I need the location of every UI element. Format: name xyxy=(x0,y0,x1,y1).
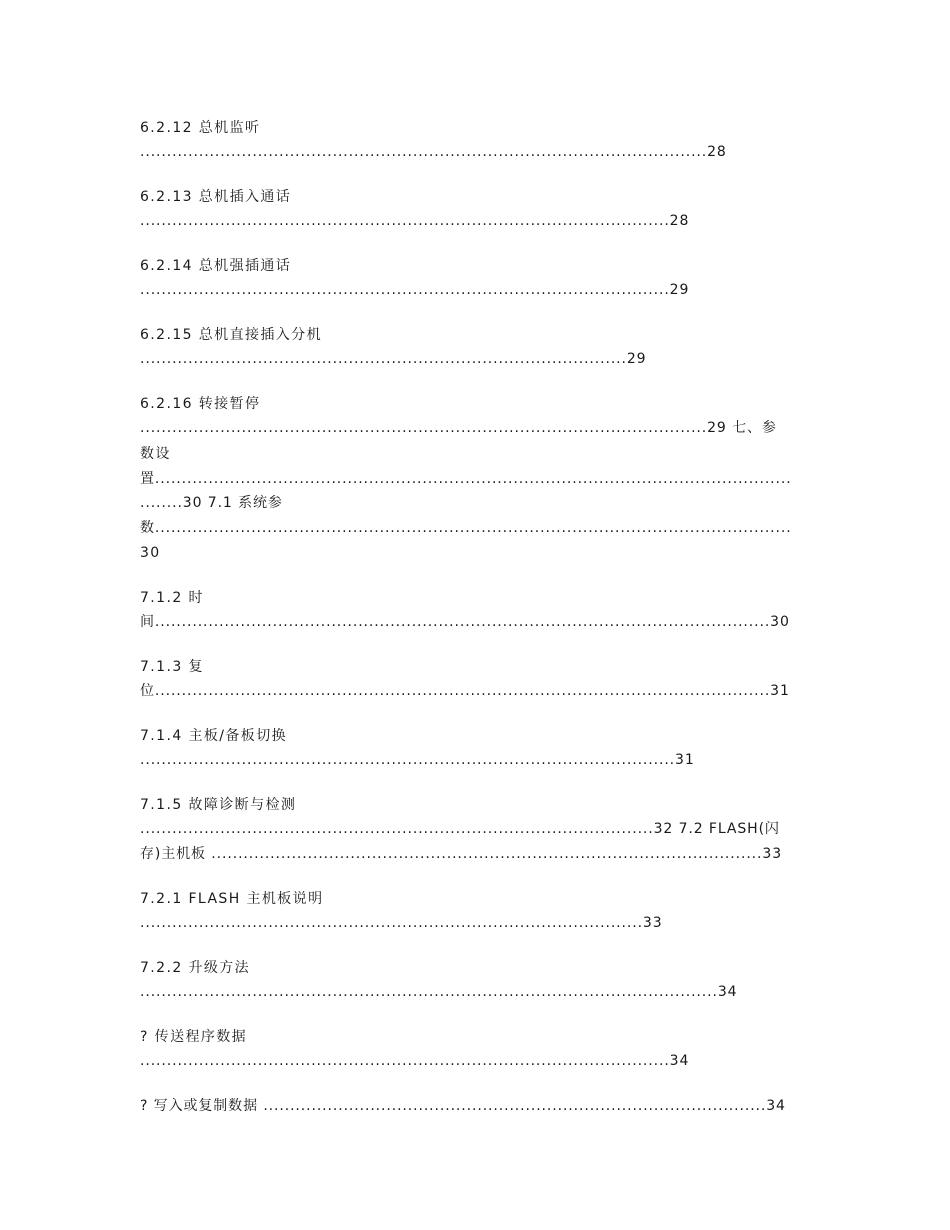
toc-title-6-2-15: 6.2.15 总机直接插入分机 xyxy=(140,327,322,343)
toc-title-7-2-2: 7.2.2 升级方法 xyxy=(140,960,251,976)
toc-title-6-2-13: 6.2.13 总机插入通话 xyxy=(140,189,292,205)
toc-title-7-2-1: 7.2.1 FLASH 主机板说明 xyxy=(140,891,324,907)
toc-leader-7-1-4: ....................................................................................................31 xyxy=(140,752,695,768)
toc-title-6-2-12: 6.2.12 总机监听 xyxy=(140,120,261,136)
toc-leader-6-2-16: ..........................................................................................................29 七、参 xyxy=(140,420,777,436)
toc-title-7-part-2: 置....................................................................................................................... xyxy=(140,471,792,487)
toc-leader-6-2-13: ...................................................................................................28 xyxy=(140,213,690,229)
toc-title-7-1-4: 7.1.4 主板/备板切换 xyxy=(140,728,287,744)
toc-title-7-1-3: 7.1.3 复 xyxy=(140,659,204,675)
toc-title-7-part-1: 数设 xyxy=(140,446,171,462)
toc-title-7-1-5: 7.1.5 故障诊断与检测 xyxy=(140,797,297,813)
toc-title-transfer-data: ? 传送程序数据 xyxy=(140,1029,248,1045)
toc-entry-write-copy-data: ? 写入或复制数据 ..............................................................................................34 xyxy=(140,1098,786,1114)
toc-title-7-1-2: 7.1.2 时 xyxy=(140,590,204,606)
toc-leader-6-2-14: ...................................................................................................29 xyxy=(140,282,690,298)
toc-leader-7-1-3: 位...................................................................................................................31 xyxy=(140,683,790,699)
toc-title-6-2-16: 6.2.16 转接暂停 xyxy=(140,396,261,412)
toc-page-7-1: 30 xyxy=(140,545,161,561)
toc-leader-6-2-12: ..........................................................................................................28 xyxy=(140,144,727,160)
toc-leader-7-1-2: 间...................................................................................................................30 xyxy=(140,614,790,630)
toc-leader-7-and-7-1: ........30 7.1 系统参 xyxy=(140,495,283,511)
toc-leader-7-2-1: ..............................................................................................33 xyxy=(140,915,663,931)
toc-leader-7-2-2: ............................................................................................................34 xyxy=(140,984,738,1000)
toc-title-6-2-14: 6.2.14 总机强插通话 xyxy=(140,258,292,274)
toc-title-7-1-part-2: 数....................................................................................................................... xyxy=(140,520,792,536)
toc-leader-6-2-15: ...........................................................................................29 xyxy=(140,351,647,367)
toc-leader-7-1-5: ................................................................................................32 7.2 FLASH(闪 xyxy=(140,821,780,837)
toc-title-7-2-part-2: 存)主机板 .......................................................................................................33 xyxy=(140,846,782,862)
toc-leader-transfer-data: ...................................................................................................34 xyxy=(140,1053,690,1069)
